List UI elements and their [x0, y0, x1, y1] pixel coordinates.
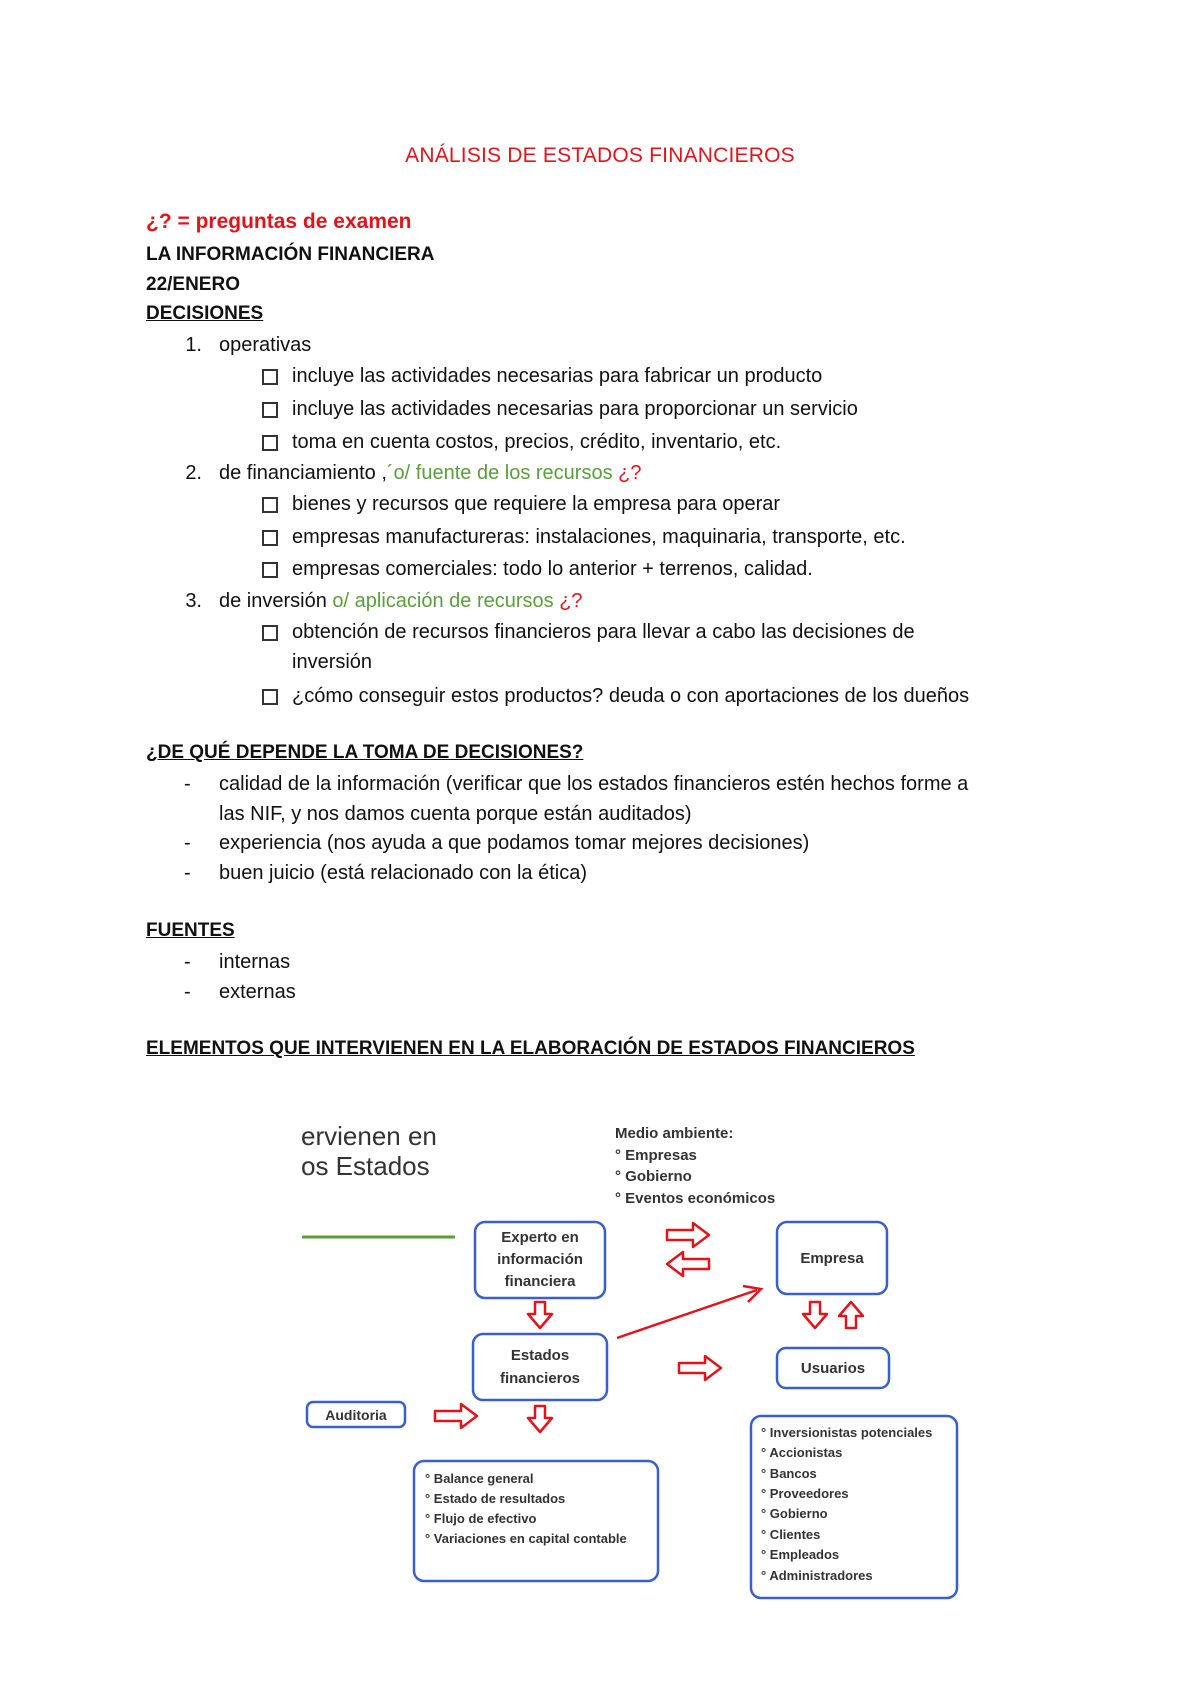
medio-ambiente-item: ° Empresas	[615, 1147, 697, 1164]
bullet-text: toma en cuenta costos, precios, crédito, inventario, etc.	[292, 431, 782, 453]
decision-inversion	[219, 590, 583, 613]
arrow-right-icon	[679, 1356, 721, 1380]
decisiones-heading: DECISIONES	[146, 303, 264, 324]
reporte-item: ° Variaciones en capital contable	[425, 1531, 627, 1546]
arrow-right-icon	[435, 1404, 477, 1428]
decision-label: de inversión	[219, 590, 327, 612]
usuario-item: ° Bancos	[761, 1466, 817, 1481]
depende-item-continued: las NIF, y nos damos cuenta porque están auditados)	[219, 803, 692, 825]
document-title: ANÁLISIS DE ESTADOS FINANCIEROS	[405, 144, 795, 167]
decision-note-green: ´o/ fuente de los recursos	[386, 462, 613, 484]
elementos-heading: ELEMENTOS QUE INTERVIENEN EN LA ELABORACIÓN DE ESTADOS FINANCIEROS	[146, 1038, 915, 1059]
date-label: 22/ENERO	[146, 274, 240, 295]
usuario-item: ° Administradores	[761, 1568, 873, 1583]
decision-label: de financiamiento ,	[219, 462, 387, 484]
estados-box	[473, 1334, 607, 1400]
decision-operativas: operativas	[219, 334, 312, 356]
estados-label: Estados	[510, 1347, 570, 1364]
bullet-text: incluye las actividades necesarias para proporcionar un servicio	[292, 398, 858, 420]
estados-label: financieros	[499, 1370, 581, 1387]
checkbox-icon	[262, 435, 278, 451]
medio-ambiente-item: ° Gobierno	[615, 1168, 692, 1185]
list-dash: -	[184, 951, 191, 973]
decision-financiamiento	[219, 462, 641, 485]
experto-label: información	[497, 1251, 583, 1268]
exam-question-mark: ¿?	[618, 462, 642, 484]
list-dash: -	[184, 862, 191, 884]
exam-question-mark: ¿?	[559, 590, 583, 612]
bullet-text-continued: inversión	[292, 651, 373, 673]
usuario-item: ° Accionistas	[761, 1445, 843, 1460]
empresa-label: Empresa	[800, 1250, 864, 1267]
usuario-item: ° Proveedores	[761, 1486, 849, 1501]
medio-ambiente-item: ° Eventos económicos	[615, 1190, 776, 1207]
diagram-cut-title: ervienen en	[301, 1121, 437, 1151]
depende-heading: ¿DE QUÉ DEPENDE LA TOMA DE DECISIONES?	[146, 742, 584, 763]
usuario-item: ° Clientes	[761, 1527, 821, 1542]
reporte-item: ° Estado de resultados	[425, 1491, 566, 1506]
section-info-heading: LA INFORMACIÓN FINANCIERA	[146, 244, 435, 265]
reporte-item: ° Balance general	[425, 1471, 534, 1486]
auditoria-label: Auditoria	[325, 1407, 387, 1423]
checkbox-icon	[262, 497, 278, 513]
experto-label: financiera	[504, 1273, 576, 1290]
usuarios-label: Usuarios	[800, 1360, 866, 1377]
bullet-text: empresas manufactureras: instalaciones, maquinaria, transporte, etc.	[292, 526, 906, 548]
fuentes-item: internas	[219, 951, 291, 973]
bullet-text: obtención de recursos financieros para llevar a cabo las decisiones de	[292, 621, 915, 643]
arrow-down-icon	[803, 1302, 827, 1328]
reporte-item: ° Flujo de efectivo	[425, 1511, 537, 1526]
checkbox-icon	[262, 689, 278, 705]
checkbox-icon	[262, 369, 278, 385]
checkbox-icon	[262, 402, 278, 418]
arrow-up-icon	[839, 1302, 863, 1328]
arrow-left-icon	[667, 1252, 709, 1276]
item-number: 2.	[185, 462, 202, 484]
checkbox-icon	[262, 625, 278, 641]
diagonal-arrow-line	[617, 1290, 757, 1338]
elements-diagram	[295, 1100, 975, 1620]
diagram-cut-title: os Estados	[301, 1151, 430, 1181]
usuario-item: ° Inversionistas potenciales	[761, 1425, 933, 1440]
medio-ambiente-title: Medio ambiente:	[615, 1125, 734, 1142]
decision-note-green: o/ aplicación de recursos	[332, 590, 554, 612]
experto-label: Experto en	[501, 1229, 579, 1246]
bullet-text: incluye las actividades necesarias para fabricar un producto	[292, 365, 823, 387]
fuentes-heading: FUENTES	[146, 920, 235, 941]
depende-item: buen juicio (está relacionado con la ética)	[219, 862, 587, 884]
depende-item: calidad de la información (verificar que los estados financieros estén hechos forme a	[219, 773, 969, 795]
fuentes-item: externas	[219, 981, 296, 1003]
item-number: 3.	[185, 590, 202, 612]
depende-item: experiencia (nos ayuda a que podamos tomar mejores decisiones)	[219, 832, 810, 854]
exam-note: ¿? = preguntas de examen	[146, 210, 412, 233]
checkbox-icon	[262, 530, 278, 546]
bullet-text: empresas comerciales: todo lo anterior + terrenos, calidad.	[292, 558, 813, 580]
arrow-down-icon	[528, 1406, 552, 1432]
list-dash: -	[184, 773, 191, 795]
list-dash: -	[184, 832, 191, 854]
usuario-item: ° Empleados	[761, 1547, 840, 1562]
list-dash: -	[184, 981, 191, 1003]
usuario-item: ° Gobierno	[761, 1506, 828, 1521]
arrow-down-icon	[528, 1302, 552, 1328]
bullet-text: ¿cómo conseguir estos productos? deuda o con aportaciones de los dueños	[292, 685, 970, 707]
item-number: 1.	[185, 334, 202, 356]
bullet-text: bienes y recursos que requiere la empresa para operar	[292, 493, 781, 515]
arrow-right-icon	[667, 1223, 709, 1247]
checkbox-icon	[262, 562, 278, 578]
